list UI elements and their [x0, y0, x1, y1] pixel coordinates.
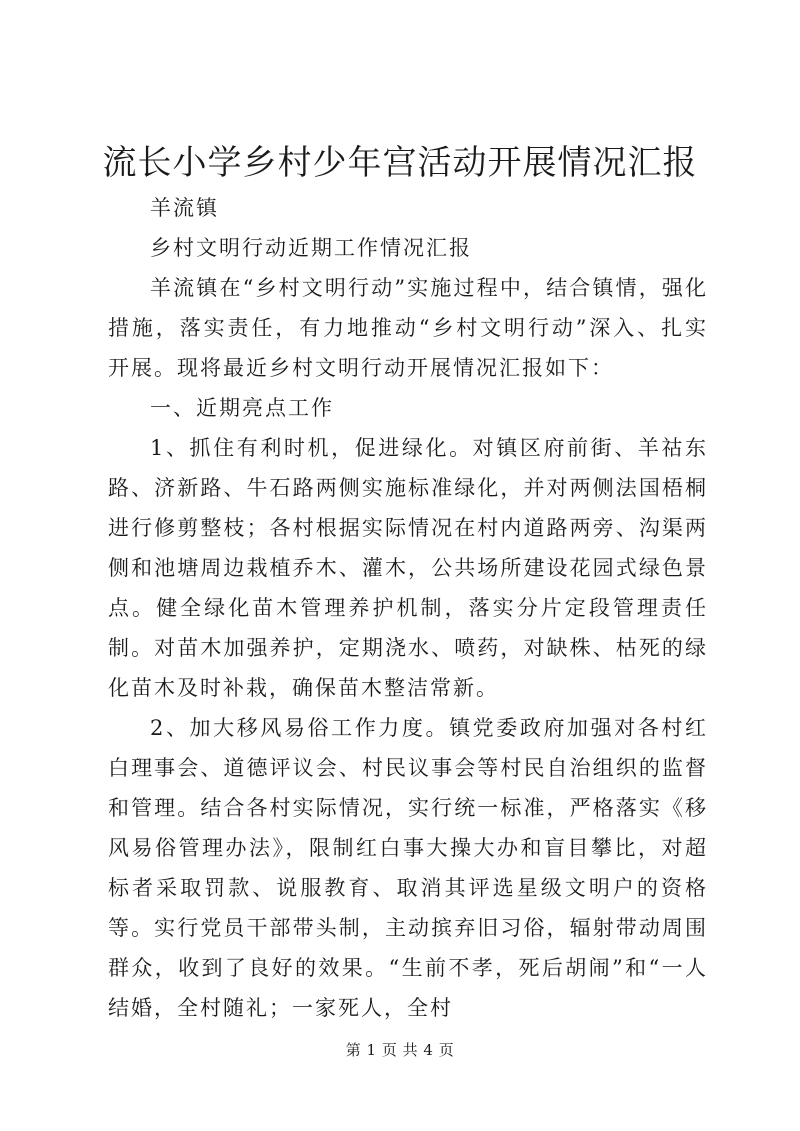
- document-body: [108, 188, 708, 1028]
- paragraph-item-1: 1、抓住有利时机，促进绿化。对镇区府前街、羊祜东路、济新路、牛石路两侧实施标准绿化，并对两侧法国梧桐进行修剪整枝；各村根据实际情况在村内道路两旁、沟渠两侧和池塘周边栽植乔木、灌木，公共场所建设花园式绿色景点。健全绿化苗木管理养护机制，落实分片定段管理责任制。对苗木加强养护，定期浇水、喷药，对缺株、枯死的绿化苗木及时补栽，确保苗木整洁常新。: [108, 436, 708, 700]
- paragraph-report-title: 乡村文明行动近期工作情况汇报: [150, 236, 472, 260]
- paragraph-intro: 羊流镇在“乡村文明行动”实施过程中，结合镇情，强化措施，落实责任，有力地推动“乡村文明行动”深入、扎实开展。现将最近乡村文明行动开展情况汇报如下：: [108, 276, 708, 380]
- paragraph-item-2: 2、加大移风易俗工作力度。镇党委政府加强对各村红白理事会、道德评议会、村民议事会等村民自治组织的监督和管理。结合各村实际情况，实行统一标准，严格落实《移风易俗管理办法》，限制红白事大操大办和盲目攀比，对超标者采取罚款、说服教育、取消其评选星级文明户的资格等。实行党员干部带头制，主动摈弃旧习俗，辐射带动周围群众，收到了良好的效果。“生前不孝，死后胡闹”和“一人结婚，全村随礼；一家死人，全村: [108, 716, 708, 1020]
- page-footer: 第 1 页 共 4 页: [345, 1041, 455, 1059]
- document-title: 流长小学乡村少年宫活动开展情况汇报: [102, 143, 698, 183]
- paragraph-section-heading: 一、近期亮点工作: [150, 396, 334, 420]
- paragraph-town: 羊流镇: [150, 196, 219, 220]
